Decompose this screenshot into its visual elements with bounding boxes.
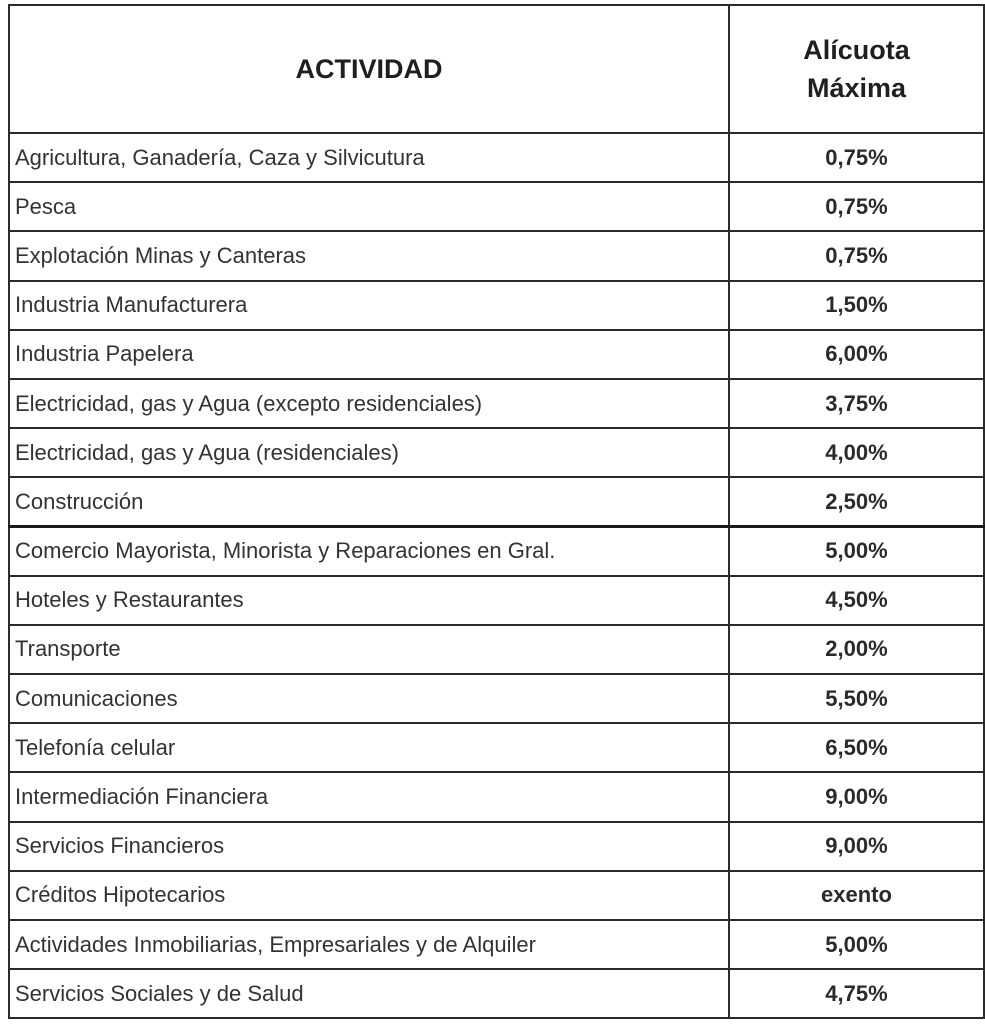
table-row: [9, 281, 984, 330]
rate-cell: 6,00%: [729, 330, 984, 379]
activity-cell: Servicios Financieros: [9, 822, 729, 871]
table-row: [9, 182, 984, 231]
table-row: [9, 772, 984, 821]
activity-cell: Industria Manufacturera: [9, 281, 729, 330]
table-row: [9, 330, 984, 379]
activity-cell: Créditos Hipotecarios: [9, 871, 729, 920]
table-row: [9, 133, 984, 182]
activity-cell: Actividades Inmobiliarias, Empresariales y de Alquiler: [9, 920, 729, 969]
rate-cell: 9,00%: [729, 772, 984, 821]
rate-cell: 2,50%: [729, 477, 984, 526]
table-row: [9, 428, 984, 477]
header-max-rate: [729, 5, 984, 133]
rate-cell: 3,75%: [729, 379, 984, 428]
header-max-rate-line1: Alícuota: [803, 35, 910, 65]
header-activity: ACTIVIDAD: [9, 5, 729, 133]
table-row: [9, 969, 984, 1018]
rates-table: [8, 4, 985, 1019]
table-row: [9, 723, 984, 772]
table-row: [9, 871, 984, 920]
table-row: [9, 920, 984, 969]
activity-cell: Construcción: [9, 477, 729, 526]
activity-cell: Intermediación Financiera: [9, 772, 729, 821]
table-row: [9, 231, 984, 280]
rate-cell: 4,75%: [729, 969, 984, 1018]
activity-cell: Servicios Sociales y de Salud: [9, 969, 729, 1018]
rate-cell: 0,75%: [729, 133, 984, 182]
table-row: [9, 477, 984, 526]
rate-cell: 2,00%: [729, 625, 984, 674]
activity-cell: Electricidad, gas y Agua (residenciales): [9, 428, 729, 477]
rate-cell: exento: [729, 871, 984, 920]
table-row: [9, 576, 984, 625]
activity-cell: Telefonía celular: [9, 723, 729, 772]
rate-cell: 0,75%: [729, 231, 984, 280]
table-body: [9, 133, 984, 1018]
header-max-rate-line2: Máxima: [806, 73, 907, 103]
activity-cell: Agricultura, Ganadería, Caza y Silvicutura: [9, 133, 729, 182]
activity-cell: Electricidad, gas y Agua (excepto residenciales): [9, 379, 729, 428]
table-row: [9, 822, 984, 871]
activity-cell: Industria Papelera: [9, 330, 729, 379]
rate-cell: 6,50%: [729, 723, 984, 772]
activity-cell: Comunicaciones: [9, 674, 729, 723]
table-row: [9, 674, 984, 723]
rate-cell: 5,00%: [729, 920, 984, 969]
rate-cell: 1,50%: [729, 281, 984, 330]
header-row: [9, 5, 984, 133]
activity-cell: Comercio Mayorista, Minorista y Reparaciones en Gral.: [9, 527, 729, 576]
rate-cell: 0,75%: [729, 182, 984, 231]
rate-cell: 5,50%: [729, 674, 984, 723]
table-row: [9, 379, 984, 428]
activity-cell: Pesca: [9, 182, 729, 231]
activity-cell: Transporte: [9, 625, 729, 674]
rate-cell: 4,50%: [729, 576, 984, 625]
activity-cell: Hoteles y Restaurantes: [9, 576, 729, 625]
rate-cell: 4,00%: [729, 428, 984, 477]
activity-cell: Explotación Minas y Canteras: [9, 231, 729, 280]
table-row: [9, 625, 984, 674]
table-row: [9, 527, 984, 576]
rate-cell: 5,00%: [729, 527, 984, 576]
rate-cell: 9,00%: [729, 822, 984, 871]
